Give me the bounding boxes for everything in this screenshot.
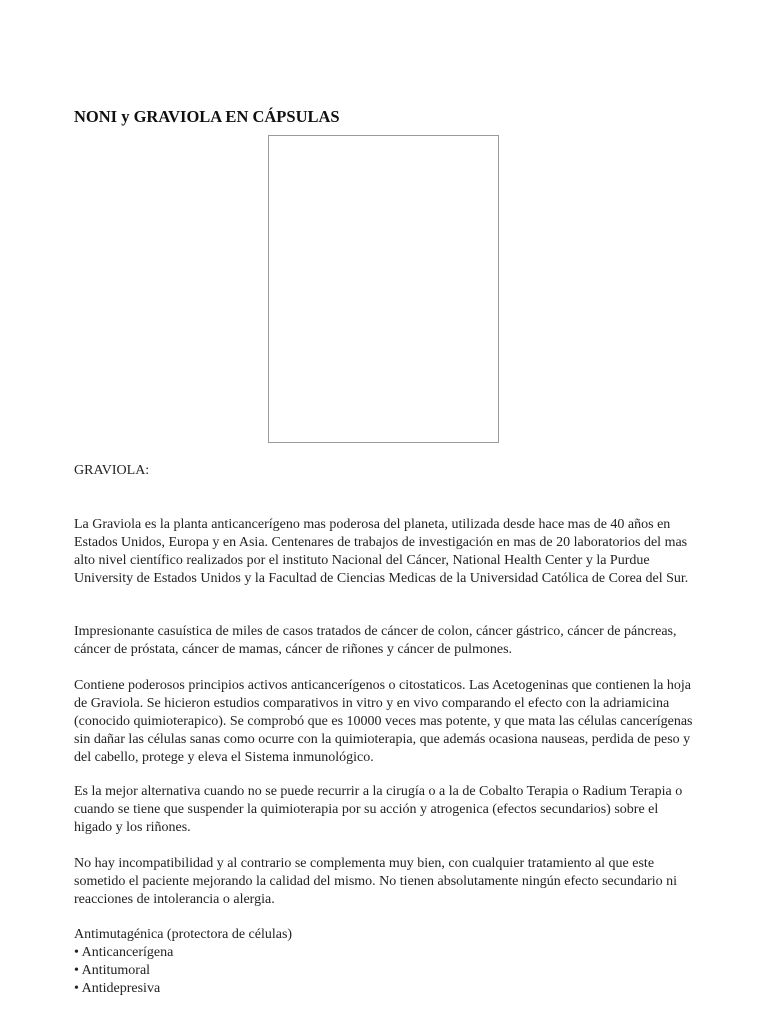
paragraph: La Graviola es la planta anticancerígeno mas poderosa del planeta, utilizada desde hace mas de 40 años en Estados Unidos, Europa y en Asia. Centenares de trabajos de investigación en mas de 20 laboratorios del mas alto nivel científico realizados por el instituto Nacional del Cáncer, National Health Center y la Purdue University de Estados Unidos y la Facultad de Ciencias Medicas de la Universidad Católica de Corea del Sur.: [74, 517, 689, 586]
list-item: Antimutagénica (protectora de células): [74, 927, 293, 942]
list-item: • Anticancerígena: [74, 945, 174, 960]
paragraph: Contiene poderosos principios activos anticancerígenos o citostaticos. Las Acetogeninas que contienen la hoja de Graviola. Se hicieron estudios comparativos in vitro y en vivo comparando el efecto con la adriamicina (conocido quimioterapico). Se comprobó que es 10000 veces mas potente, y que mata las células cancerígenas sin dañar las células sanas como ocurre con la quimioterapia, que además ocasiona nauseas, perdida de peso y del cabello, protege y eleva el Sistema inmunológico.: [74, 678, 693, 765]
list-item: • Antidepresiva: [74, 981, 161, 996]
paragraph: No hay incompatibilidad y al contrario se complementa muy bien, con cualquier tratamiento al que este sometido el paciente mejorando la calidad del mismo. No tienen absolutamente ningún efecto secundario ni reacciones de intolerancia o alergia.: [74, 856, 677, 907]
image-placeholder: [268, 135, 499, 443]
properties-list: [74, 926, 292, 998]
paragraph: Es la mejor alternativa cuando no se puede recurrir a la cirugía o a la de Cobalto Terapia o Radium Terapia o cuando se tiene que suspender la quimioterapia por su acción y atrogenica (efectos secundarios) sobre el higado y los riñones.: [74, 784, 683, 835]
paragraph: Impresionante casuística de miles de casos tratados de cáncer de colon, cáncer gástrico, cáncer de páncreas, cáncer de próstata, cáncer de mamas, cáncer de riñones y cáncer de pulmones.: [74, 624, 677, 657]
section-label: GRAVIOLA:: [74, 463, 150, 478]
list-item: • Antitumoral: [74, 963, 151, 978]
document-title: NONI y GRAVIOLA EN CÁPSULAS: [74, 107, 340, 126]
